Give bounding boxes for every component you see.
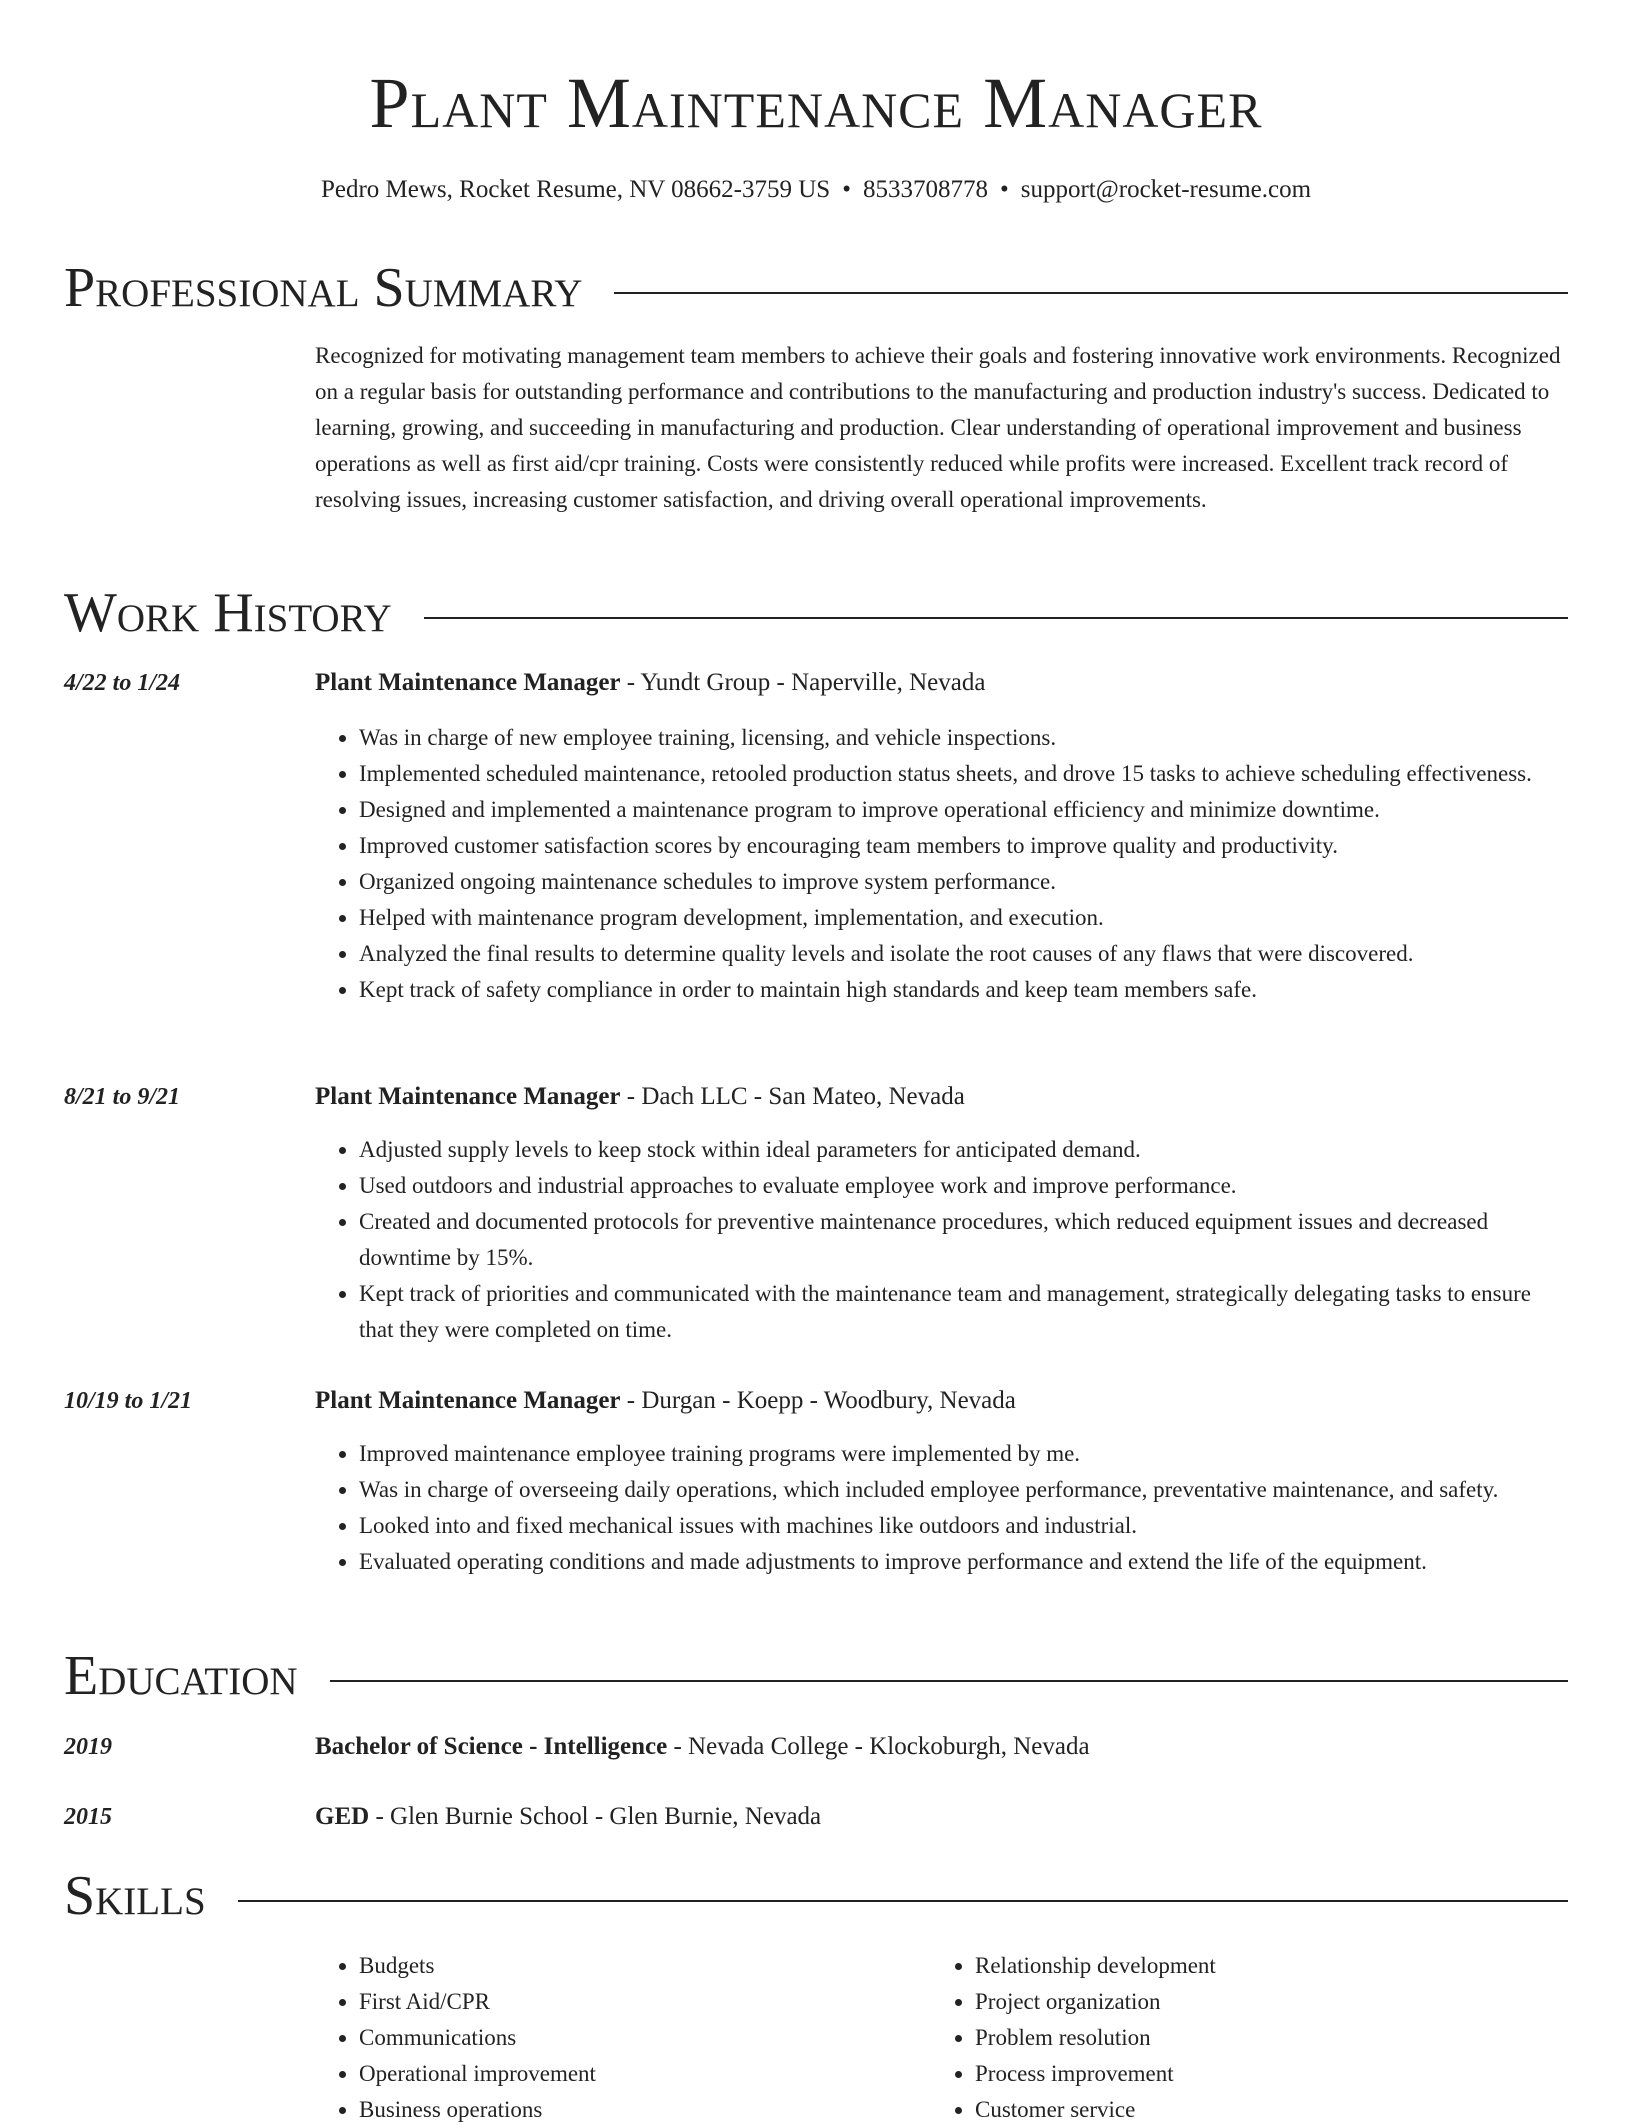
skill-item: • Communications: [359, 2020, 915, 2056]
section-work-history: [64, 581, 1568, 645]
job-bullet: • Kept track of safety compliance in order to maintain high standards and keep team members safe.: [359, 972, 1568, 1008]
skill-item: • Budgets: [359, 1948, 915, 1984]
section-heading: Skills: [64, 1865, 206, 1927]
job-bullet: • Analyzed the final results to determine quality levels and isolate the root causes of any flaws that were discovered.: [359, 936, 1568, 972]
job-bullet: • Helped with maintenance program development, implementation, and execution.: [359, 900, 1568, 936]
job-bullet: • Implemented scheduled maintenance, retooled production status sheets, and drove 15 tasks to achieve scheduling effectiveness.: [359, 756, 1568, 792]
skill-item: • Business operations: [359, 2092, 915, 2128]
job-bullet: • Adjusted supply levels to keep stock within ideal parameters for anticipated demand.: [359, 1132, 1568, 1168]
section-divider: [238, 1900, 1568, 1902]
section-heading: Work History: [64, 582, 392, 644]
education-heading: [315, 1729, 1568, 1765]
job-dates: 8/21 to 9/21: [64, 1084, 181, 1110]
education-heading: [315, 1799, 1568, 1835]
job-bullet: • Was in charge of overseeing daily operations, which included employee performance, preventative maintenance, and safety.: [359, 1472, 1568, 1508]
education-details: - Nevada College - Klockoburgh, Nevada: [667, 1733, 1090, 1760]
contact-email: support@rocket-resume.com: [1020, 176, 1312, 203]
job-bullet: • Designed and implemented a maintenance program to improve operational efficiency and minimize downtime.: [359, 792, 1568, 828]
job-bullet: • Improved maintenance employee training programs were implemented by me.: [359, 1436, 1568, 1472]
section-professional-summary: [64, 256, 1568, 320]
skill-item: • Customer service: [975, 2092, 1531, 2128]
job-dates: 10/19 to 1/21: [64, 1388, 193, 1414]
job-bullet: • Looked into and fixed mechanical issues with machines like outdoors and industrial.: [359, 1508, 1568, 1544]
job-bullet: • Was in charge of new employee training, licensing, and vehicle inspections.: [359, 720, 1568, 756]
education-year: 2019: [64, 1734, 112, 1760]
job-details: - Durgan - Koepp - Woodbury, Nevada: [620, 1387, 1016, 1414]
section-divider: [614, 292, 1568, 294]
job-bullet: • Organized ongoing maintenance schedules to improve system performance.: [359, 864, 1568, 900]
summary-text: Recognized for motivating management team members to achieve their goals and fostering innovative work environments. Recognized on a regular basis for outstanding performance and contributions to the manufacturing and production industry's success. Dedicated to learning, growing, and succeeding in manufacturing and production. Clear understanding of operational improvement and business operations as well as first aid/cpr training. Costs were consistently reduced while profits were increased. Excellent track record of resolving issues, increasing customer satisfaction, and driving overall operational improvements.: [315, 343, 1561, 512]
education-details: - Glen Burnie School - Glen Burnie, Nevada: [369, 1803, 822, 1830]
skill-item: • Problem resolution: [975, 2020, 1531, 2056]
skill-item: • First Aid/CPR: [359, 1984, 915, 2020]
job-details: - Yundt Group - Naperville, Nevada: [620, 669, 986, 696]
job-heading: [315, 665, 1568, 701]
section-heading: Education: [64, 1645, 298, 1707]
section-skills: [64, 1864, 1568, 1928]
skills-list-right: [931, 1948, 1531, 2128]
job-title: Plant Maintenance Manager: [315, 1083, 621, 1110]
skills-list-left: [315, 1948, 915, 2128]
job-bullet: • Created and documented protocols for preventive maintenance procedures, which reduced equipment issues and decreased downtime by 15%.: [359, 1204, 1568, 1276]
contact-address: Pedro Mews, Rocket Resume, NV 08662-3759 US: [320, 176, 831, 203]
job-title: Plant Maintenance Manager: [315, 669, 621, 696]
job-heading: [315, 1383, 1568, 1419]
education-year: 2015: [64, 1804, 112, 1830]
skill-item: • Project organization: [975, 1984, 1531, 2020]
skill-item: • Relationship development: [975, 1948, 1531, 1984]
section-education: [64, 1644, 1568, 1708]
section-heading: Professional Summary: [64, 257, 583, 319]
job-heading: [315, 1079, 1568, 1115]
job-bullet: • Evaluated operating conditions and made adjustments to improve performance and extend the life of the equipment.: [359, 1544, 1568, 1580]
job-details: - Dach LLC - San Mateo, Nevada: [620, 1083, 965, 1110]
contact-separator: •: [842, 176, 851, 203]
education-degree: Bachelor of Science - Intelligence: [315, 1733, 668, 1760]
resume-title: Plant Maintenance Manager: [369, 63, 1263, 143]
job-bullets: [315, 1436, 1568, 1580]
job-bullet: • Kept track of priorities and communicated with the maintenance team and management, strategically delegating tasks to ensure that they were completed on time.: [359, 1276, 1568, 1348]
job-title: Plant Maintenance Manager: [315, 1387, 621, 1414]
skill-item: • Process improvement: [975, 2056, 1531, 2092]
education-degree: GED: [315, 1803, 370, 1830]
section-divider: [330, 1680, 1568, 1682]
section-divider: [424, 617, 1568, 619]
job-bullet: • Used outdoors and industrial approaches to evaluate employee work and improve performance.: [359, 1168, 1568, 1204]
job-dates: 4/22 to 1/24: [64, 670, 181, 696]
job-bullets: [315, 1132, 1568, 1348]
job-bullets: [315, 720, 1568, 1008]
skill-item: • Operational improvement: [359, 2056, 915, 2092]
contact-phone: 8533708778: [862, 176, 988, 203]
job-bullet: • Improved customer satisfaction scores by encouraging team members to improve quality and productivity.: [359, 828, 1568, 864]
contact-separator: •: [999, 176, 1009, 203]
contact-line: [64, 172, 1568, 208]
